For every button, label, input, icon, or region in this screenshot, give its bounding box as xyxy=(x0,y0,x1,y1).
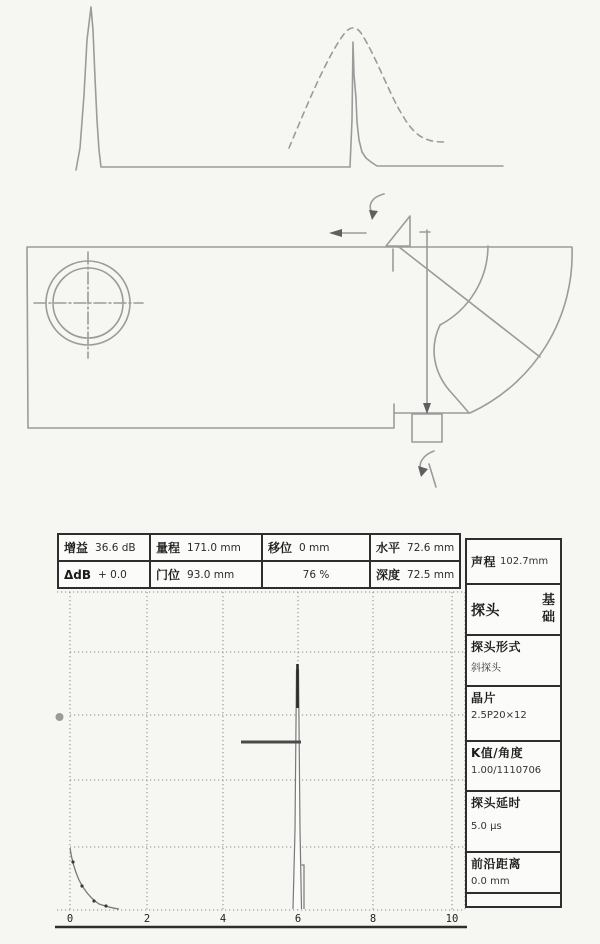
bottom-probe xyxy=(412,414,442,442)
menu-k-value-angle[interactable] xyxy=(465,740,562,792)
gate-position-label: 门位 xyxy=(156,568,181,582)
x-tick-10: 10 xyxy=(445,913,459,925)
ascan-plot xyxy=(55,590,467,944)
menu-empty-box[interactable] xyxy=(465,892,562,908)
x-tick-8: 8 xyxy=(369,913,377,925)
flaw-echo-peak xyxy=(350,42,503,167)
beam-fan-curve xyxy=(434,325,469,413)
x-tick-0: 0 xyxy=(66,913,74,925)
menu-crystal[interactable] xyxy=(465,685,562,742)
shift-label: 移位 xyxy=(268,541,293,555)
initial-pulse-peak xyxy=(76,7,350,170)
horizontal-value: 72.6 mm xyxy=(407,541,455,554)
scan-arrow-head xyxy=(329,229,342,237)
sound-path-label: 声程 xyxy=(471,555,497,569)
delta-db-value: + 0.0 xyxy=(98,568,127,581)
rotate-arrow-head-top xyxy=(369,210,378,220)
x-axis-tick-labels xyxy=(67,913,458,925)
horizontal-label: 水平 xyxy=(376,541,401,555)
parameter-row-1 xyxy=(59,535,459,560)
probe-rotate-arrow-bottom-tail xyxy=(429,464,436,487)
gain-label: 增益 xyxy=(64,541,89,555)
gain-readout[interactable] xyxy=(59,535,149,560)
shift-value: 0 mm xyxy=(299,541,330,554)
range-value: 171.0 mm xyxy=(187,541,241,554)
delta-db-label: ΔdB xyxy=(64,567,92,582)
x-tick-4: 4 xyxy=(219,913,227,925)
parameter-row-2 xyxy=(59,560,459,587)
detector-parameter-table xyxy=(57,533,461,589)
crystal-label: 晶片 xyxy=(471,691,497,705)
front-distance-label: 前沿距离 xyxy=(471,857,522,871)
x-tick-2: 2 xyxy=(143,913,151,925)
menu-probe-basic[interactable] xyxy=(465,583,562,636)
menu-front-distance[interactable] xyxy=(465,851,562,894)
level-marker-dot[interactable] xyxy=(56,713,64,721)
probe-delay-value: 5.0 μs xyxy=(471,821,502,832)
shift-readout[interactable] xyxy=(261,535,369,560)
menu-probe-delay[interactable] xyxy=(465,790,562,853)
amplitude-readout[interactable] xyxy=(261,562,369,587)
rotate-arrow-head-bottom xyxy=(418,466,428,477)
ascan-grid xyxy=(57,592,465,910)
range-label: 量程 xyxy=(156,541,181,555)
beam-diagonal-line xyxy=(399,247,540,357)
crystal-value: 2.5P20×12 xyxy=(471,710,527,721)
probe-menu-label: 探头 xyxy=(471,602,500,619)
delta-db-readout[interactable] xyxy=(59,562,149,587)
k-value-value: 1.00/1110706 xyxy=(471,765,542,776)
depth-label: 深度 xyxy=(376,568,401,582)
gate-position-readout[interactable] xyxy=(149,562,261,587)
probe-type-value: 斜探头 xyxy=(471,663,501,674)
amplitude-value: 76 % xyxy=(302,568,330,581)
depth-value: 72.5 mm xyxy=(407,568,455,581)
detector-menu-sidebar xyxy=(465,540,562,908)
front-distance-value: 0.0 mm xyxy=(471,876,510,887)
probe-delay-label: 探头延时 xyxy=(471,796,522,810)
initial-pulse-dots xyxy=(71,860,107,907)
k-value-label: K值/角度 xyxy=(471,746,524,760)
gain-value: 36.6 dB xyxy=(95,541,136,554)
menu-probe-type[interactable] xyxy=(465,634,562,687)
gate-position-value: 93.0 mm xyxy=(187,568,235,581)
range-readout[interactable] xyxy=(149,535,261,560)
probe-type-label: 探头形式 xyxy=(471,640,522,654)
depth-readout[interactable] xyxy=(369,562,459,587)
x-tick-6: 6 xyxy=(294,913,302,925)
sound-path-readout[interactable] xyxy=(465,538,562,585)
basic-menu-label: 基础 xyxy=(541,592,555,625)
angle-probe-wedge xyxy=(386,216,410,246)
sound-path-value: 102.7mm xyxy=(500,556,549,567)
horizontal-readout[interactable] xyxy=(369,535,459,560)
echo-envelope-dashed xyxy=(289,28,444,148)
